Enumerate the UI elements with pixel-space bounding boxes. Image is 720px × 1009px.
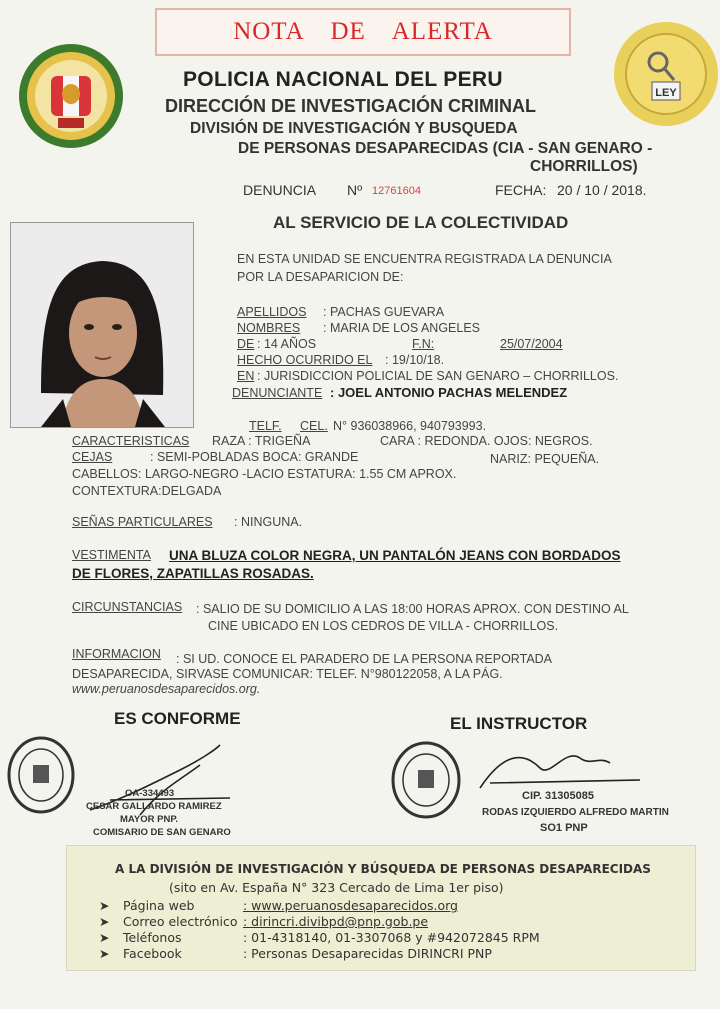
cel-value: N° 936038966, 940793993. <box>333 419 487 433</box>
fecha-label: FECHA: <box>495 182 547 198</box>
edad-value: : 14 AÑOS <box>257 337 317 351</box>
intro-line-2: POR LA DESAPARICION DE: <box>237 270 404 284</box>
footer-heading: A LA DIVISIÓN DE INVESTIGACIÓN Y BÚSQUEDA DE PERSONAS DESAPARECIDAS <box>115 862 651 876</box>
circunstancias-line-1: : SALIO DE SU DOMICILIO A LAS 18:00 HORAS APROX. CON DESTINO AL <box>196 602 629 616</box>
footer-address: (sito en Av. España N° 323 Cercado de Lima 1er piso) <box>169 880 504 895</box>
informacion-line-1: : SI UD. CONOCE EL PARADERO DE LA PERSONA REPORTADA <box>176 652 553 666</box>
telf-label: TELF. <box>249 419 282 433</box>
de-label: DE <box>237 337 255 351</box>
apellidos-label: APELLIDOS <box>237 305 307 319</box>
cejas-label: CEJAS <box>72 450 113 464</box>
vestimenta-line-2: DE FLORES, ZAPATILLAS ROSADAS. <box>72 566 314 581</box>
left-sig-line-1: OA-334493 <box>125 788 175 799</box>
svg-text:LEY: LEY <box>655 87 677 99</box>
en-value: : JURISDICCION POLICIAL DE SAN GENARO – CHORRILLOS. <box>257 369 619 383</box>
informacion-line-2: DESAPARECIDA, SIRVASE COMUNICAR: TELEF. N°980122058, A LA PÁG. <box>72 667 503 681</box>
footer-phone-label: Teléfonos <box>123 930 182 945</box>
division-line-3: CHORRILLOS) <box>530 158 638 175</box>
raza-value: RAZA : TRIGEÑA <box>212 434 311 448</box>
right-sig-line-2: RODAS IZQUIERDO ALFREDO MARTIN <box>482 807 669 818</box>
vestimenta-line-1: UNA BLUZA COLOR NEGRA, UN PANTALÓN JEANS CON BORDADOS <box>169 548 621 563</box>
arrow-bullet-icon: ➤ <box>99 898 110 913</box>
denuncia-number: 12761604 <box>372 185 421 197</box>
nariz-value: NARIZ: PEQUEÑA. <box>490 452 600 466</box>
title-box <box>155 8 571 56</box>
cejas-value: : SEMI-POBLADAS BOCA: GRANDE <box>150 450 359 464</box>
footer-web-label: Página web <box>123 898 195 913</box>
slogan: AL SERVICIO DE LA COLECTIVIDAD <box>273 213 569 232</box>
footer-facebook-value: : Personas Desaparecidas DIRINCRI PNP <box>243 946 492 961</box>
circunstancias-line-2: CINE UBICADO EN LOS CEDROS DE VILLA - CHORRILLOS. <box>208 619 559 633</box>
denunciante-value: : JOEL ANTONIO PACHAS MELENDEZ <box>330 385 568 400</box>
police-emblem-icon <box>18 36 124 156</box>
intro-line-1: EN ESTA UNIDAD SE ENCUENTRA REGISTRADA LA DENUNCIA <box>237 252 612 266</box>
person-photo-icon <box>11 223 193 427</box>
document-title: NOTA DE ALERTA <box>233 18 493 45</box>
left-sig-line-3: MAYOR PNP. <box>120 814 179 825</box>
right-sig-line-3: SO1 PNP <box>540 822 588 834</box>
vestimenta-label: VESTIMENTA <box>72 548 151 562</box>
hecho-value: : 19/10/18. <box>385 353 445 367</box>
denuncia-label: DENUNCIA <box>243 182 317 198</box>
denuncia-num-label: Nº <box>347 182 363 198</box>
division-line-1: DIVISIÓN DE INVESTIGACIÓN Y BUSQUEDA <box>190 120 518 137</box>
division-line-2: DE PERSONAS DESAPARECIDAS (CIA - SAN GENARO - <box>238 140 653 157</box>
nombres-value: : MARIA DE LOS ANGELES <box>323 321 481 335</box>
fecha-value: 20 / 10 / 2018. <box>557 182 647 198</box>
cabellos-value: CABELLOS: LARGO-NEGRO -LACIO ESTATURA: 1.55 CM APROX. <box>72 467 457 481</box>
seal-icon <box>612 20 720 128</box>
es-conforme-heading: ES CONFORME <box>114 709 241 728</box>
footer-facebook-label: Facebook <box>123 946 182 961</box>
fn-label: F.N: <box>412 337 435 351</box>
senas-value: : NINGUNA. <box>234 515 303 529</box>
caracteristicas-label: CARACTERISTICAS <box>72 434 190 448</box>
cel-label: CEL. <box>300 419 328 433</box>
cara-value: CARA : REDONDA. OJOS: NEGROS. <box>380 434 593 448</box>
apellidos-value: : PACHAS GUEVARA <box>323 305 445 319</box>
informacion-label: INFORMACION <box>72 647 161 661</box>
arrow-bullet-icon: ➤ <box>99 930 110 945</box>
fn-value: 25/07/2004 <box>500 337 563 351</box>
institution-name: POLICIA NACIONAL DEL PERU <box>183 68 503 91</box>
contact-footer <box>66 845 696 971</box>
contextura-value: CONTEXTURA:DELGADA <box>72 484 222 498</box>
left-sig-line-2: CESAR GALLARDO RAMIREZ <box>86 801 222 812</box>
footer-phone-value: : 01-4318140, 01-3307068 y #942072845 RPM <box>243 930 540 945</box>
direction-name: DIRECCIÓN DE INVESTIGACIÓN CRIMINAL <box>165 96 537 116</box>
left-sig-line-4: COMISARIO DE SAN GENARO <box>93 827 231 838</box>
police-stamp-right-icon <box>390 740 462 820</box>
footer-web-value[interactable]: : www.peruanosdesaparecidos.org <box>243 898 458 913</box>
circunstancias-label: CIRCUNSTANCIAS <box>72 600 183 614</box>
missing-person-photo <box>10 222 194 428</box>
denunciante-label: DENUNCIANTE <box>232 386 323 400</box>
informacion-line-3: www.peruanosdesaparecidos.org. <box>72 682 261 696</box>
police-stamp-left-icon <box>6 735 76 815</box>
right-sig-line-1: CIP. 31305085 <box>522 790 594 802</box>
nombres-label: NOMBRES <box>237 321 301 335</box>
footer-email-label: Correo electrónico <box>123 914 238 929</box>
arrow-bullet-icon: ➤ <box>99 914 110 929</box>
footer-email-value[interactable]: : dirincri.divibpd@pnp.gob.pe <box>243 914 429 929</box>
el-instructor-heading: EL INSTRUCTOR <box>450 714 588 733</box>
arrow-bullet-icon: ➤ <box>99 946 110 961</box>
hecho-label: HECHO OCURRIDO EL <box>237 353 373 367</box>
en-label: EN <box>237 369 255 383</box>
senas-label: SEÑAS PARTICULARES <box>72 515 213 529</box>
